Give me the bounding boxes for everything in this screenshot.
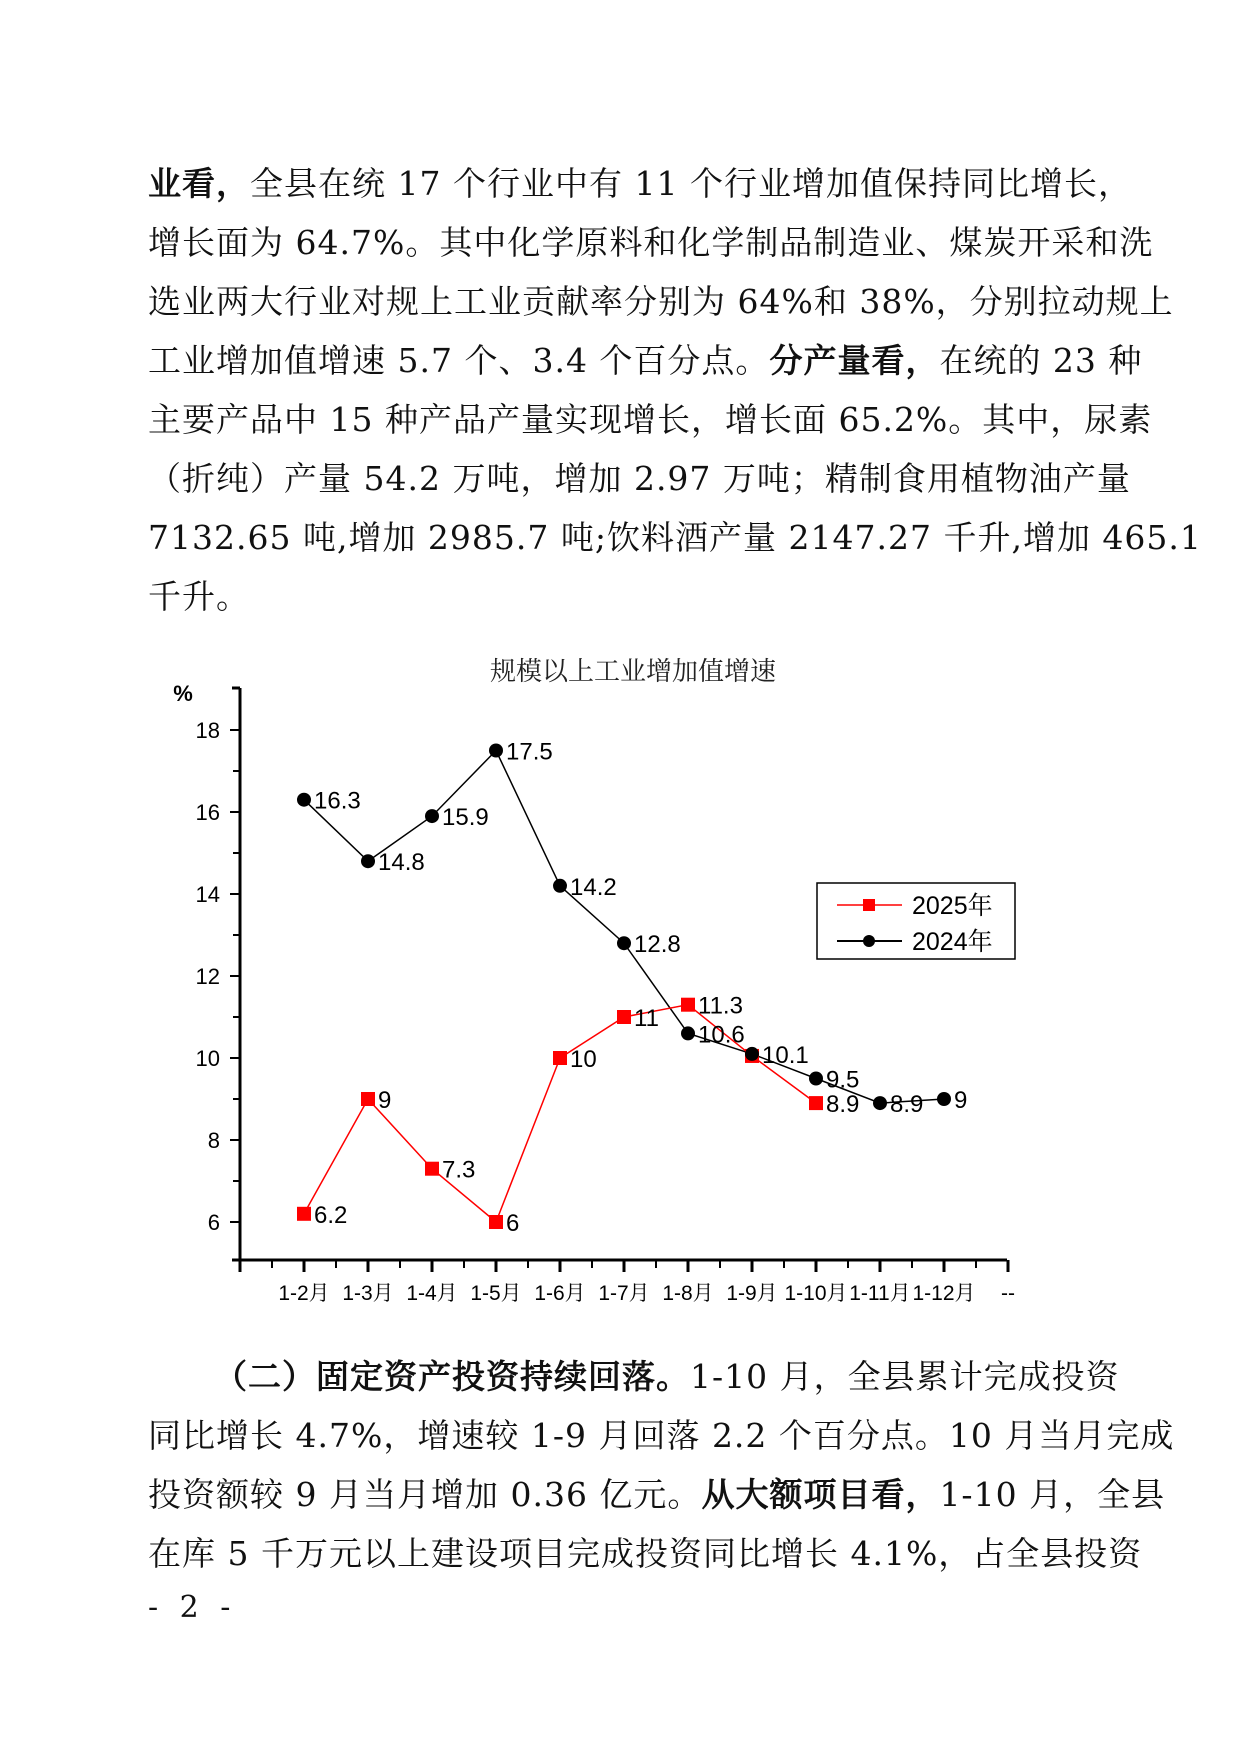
text-line (148, 272, 1174, 331)
x-tick-label: 1-9月 (726, 1282, 778, 1305)
chart-title: 规模以上工业增加值增速 (489, 656, 777, 686)
data-point-marker (425, 809, 439, 823)
x-tick-label: 1-12月 (912, 1282, 976, 1305)
data-point-marker (361, 1092, 375, 1106)
data-point-marker (681, 1026, 695, 1040)
text-run: 7132.65 吨,增加 2985.7 吨;饮料酒产量 2147.27 千升,增加 465.1 (148, 518, 1202, 557)
data-point-marker (489, 1215, 503, 1229)
x-tick-label: 1-7月 (598, 1282, 650, 1305)
data-label: 11.3 (698, 992, 743, 1020)
bold-lead-phrase: （二）固定资产投资持续回落。 (214, 1357, 690, 1396)
x-tick-label: 1-8月 (662, 1282, 714, 1305)
data-point-marker (617, 1010, 631, 1024)
data-point-marker (297, 793, 311, 807)
data-point-marker (681, 998, 695, 1012)
data-point-marker (809, 1096, 823, 1110)
data-point-marker (937, 1092, 951, 1106)
data-point-marker (553, 1051, 567, 1065)
text-line (148, 390, 1153, 449)
y-tick-label: 8 (207, 1128, 220, 1153)
text-line (148, 331, 1143, 390)
data-label: 17.5 (506, 738, 553, 766)
text-line (148, 1347, 1120, 1406)
data-label: 16.3 (314, 787, 361, 815)
data-label: 9 (378, 1087, 392, 1114)
bold-lead-phrase: 业看， (148, 164, 250, 203)
data-label: 12.8 (634, 931, 681, 959)
y-tick-label: 12 (195, 964, 220, 989)
paragraph-industry-output (148, 154, 1202, 626)
text-run: 工业增加值增速 5.7 个、3.4 个百分点。 (148, 341, 770, 380)
legend-circle-marker-icon (863, 935, 875, 947)
data-point-marker (873, 1096, 887, 1110)
y-tick-label: 14 (195, 882, 220, 907)
industrial-value-added-growth-chart (0, 640, 1240, 1320)
data-label: 11 (634, 1005, 659, 1032)
data-label: 10.6 (698, 1021, 745, 1049)
data-label: 14.8 (378, 849, 425, 877)
x-tick-label: 1-2月 (278, 1282, 330, 1305)
data-point-marker (361, 854, 375, 868)
x-tick-label: 1-10月 (784, 1282, 848, 1305)
text-line (148, 449, 1131, 508)
text-run: 1-10 月，全县 (939, 1475, 1166, 1514)
text-run: 在统的 23 种 (939, 341, 1143, 380)
text-run: 选业两大行业对规上工业贡献率分别为 64%和 38%，分别拉动规上 (148, 282, 1174, 321)
series-markers (297, 739, 967, 1238)
y-axis-label: % (173, 681, 193, 706)
text-line (148, 154, 1132, 213)
y-tick-label: 10 (195, 1046, 220, 1071)
x-tick-label: 1-5月 (470, 1282, 522, 1305)
data-point-marker (809, 1072, 823, 1086)
text-line (148, 1524, 1143, 1583)
data-label: 8.9 (826, 1091, 860, 1119)
y-tick-label: 18 (195, 718, 220, 743)
series-lines (304, 751, 944, 1223)
text-run: 主要产品中 15 种产品产量实现增长，增长面 65.2%。其中，尿素 (148, 400, 1153, 439)
chart-legend (817, 883, 1015, 959)
y-tick-label: 16 (195, 800, 220, 825)
text-run: 在库 5 千万元以上建设项目完成投资同比增长 4.1%，占全县投资 (148, 1534, 1143, 1573)
text-run: 全县在统 17 个行业中有 11 个行业增加值保持同比增长， (250, 164, 1132, 203)
data-label: 6 (506, 1210, 520, 1237)
text-line (148, 567, 1092, 626)
x-tick-label: 1-6月 (534, 1282, 586, 1305)
data-point-marker (745, 1047, 759, 1061)
y-tick-label: 6 (207, 1210, 220, 1235)
page-number: - 2 - (148, 1590, 237, 1625)
data-point-marker (425, 1162, 439, 1176)
data-label: 10 (570, 1046, 597, 1073)
x-tick-label: -- (1001, 1282, 1015, 1305)
bold-lead-phrase: 分产量看， (769, 341, 940, 380)
data-label: 9.5 (826, 1066, 860, 1094)
text-line (148, 213, 1154, 272)
text-line (148, 1406, 1175, 1465)
paragraph-fixed-asset-investment (148, 1347, 1175, 1583)
data-label: 9 (954, 1087, 968, 1114)
text-run: 增长面为 64.7%。其中化学原料和化学制品制造业、煤炭开采和洗 (148, 223, 1154, 262)
x-tick-label: 1-3月 (342, 1282, 394, 1305)
x-tick-label: 1-4月 (406, 1282, 458, 1305)
text-run: 1-10 月，全县累计完成投资 (690, 1357, 1120, 1396)
data-label: 8.9 (890, 1091, 924, 1119)
text-line (148, 508, 1202, 567)
data-label: 6.2 (314, 1201, 348, 1229)
data-label: 10.1 (762, 1041, 809, 1069)
data-point-marker (617, 936, 631, 950)
data-label: 14.2 (570, 873, 617, 901)
legend-square-marker-icon (863, 899, 875, 911)
bold-lead-phrase: 从大额项目看， (701, 1475, 940, 1514)
data-point-marker (553, 879, 567, 893)
data-point-marker (489, 744, 503, 758)
data-point-marker (297, 1207, 311, 1221)
x-tick-label: 1-11月 (849, 1282, 911, 1305)
text-line (148, 1465, 1166, 1524)
text-run: 同比增长 4.7%，增速较 1-9 月回落 2.2 个百分点。10 月当月完成 (148, 1416, 1175, 1455)
legend-label: 2024年 (912, 928, 993, 956)
text-run: （折纯）产量 54.2 万吨，增加 2.97 万吨；精制食用植物油产量 (148, 459, 1131, 498)
data-label: 15.9 (442, 804, 489, 832)
data-label: 7.3 (442, 1156, 476, 1184)
text-run: 投资额较 9 月当月增加 0.36 亿元。 (148, 1475, 702, 1514)
legend-label: 2025年 (912, 892, 993, 920)
text-run: 千升。 (148, 577, 250, 616)
